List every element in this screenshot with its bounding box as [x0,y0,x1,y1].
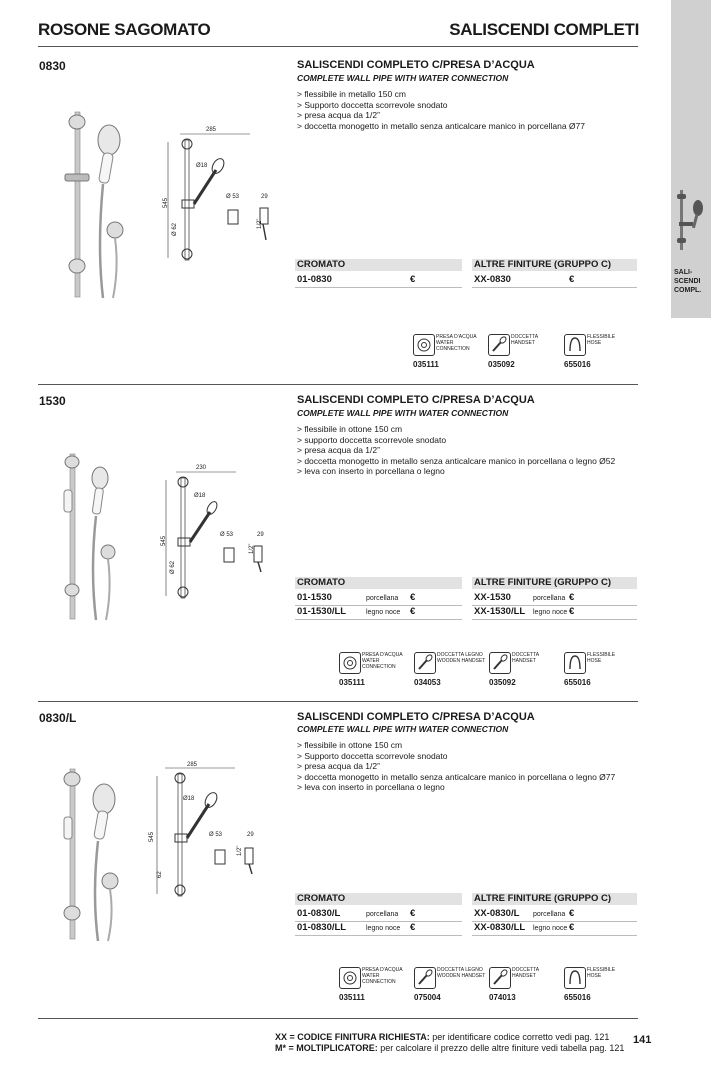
price-finish: legno noce [366,925,401,932]
alt-price-euro: € [569,274,575,285]
svg-text:29: 29 [261,194,268,200]
feature-item: > leva con inserto in porcellana o legno [297,782,445,792]
alt-price-finish: porcellana [533,595,566,602]
accessory-code: 035092 [489,678,516,687]
header-divider [38,46,638,47]
alt-price-finish: legno noce [533,609,568,616]
svg-text:230: 230 [196,465,207,471]
accessory-label: PRESA D’ACQUA WATER CONNECTION [436,334,477,352]
svg-text:Ø 62: Ø 62 [170,560,176,574]
alt-price-euro: € [569,908,575,919]
section-title: ROSONE SAGOMATO [38,20,211,39]
svg-text:Ø18: Ø18 [194,493,206,499]
feature-item: > leva con inserto in porcellana o legno [297,466,445,476]
footer-finish-note: XX = CODICE FINITURA RICHIESTA: per identificare codice corretto vedi pag. 121 [275,1032,610,1042]
price-code: 01-1530 [297,592,332,603]
other-finishes-header: ALTRE FINITURE (GRUPPO C) [474,259,612,270]
feature-list [297,740,615,793]
handset-icon [489,652,511,674]
svg-text:62: 62 [157,871,163,878]
accessory-code: 655016 [564,360,591,369]
water-connection-icon [413,334,435,356]
alt-price-finish: legno noce [533,925,568,932]
svg-text:1/2”: 1/2” [257,218,263,229]
other-finishes-header: ALTRE FINITURE (GRUPPO C) [474,893,612,904]
svg-text:Ø 62: Ø 62 [172,222,178,236]
other-finishes-header: ALTRE FINITURE (GRUPPO C) [474,577,612,588]
row-divider [472,935,637,936]
handset-icon [488,334,510,356]
accessory-label: DOCCETTA HANDSET [511,334,539,346]
side-tab-shower-icon [674,186,708,256]
hose-icon [564,967,586,989]
product-title: SALISCENDI COMPLETO C/PRESA D’ACQUA [297,59,535,71]
svg-text:29: 29 [247,832,254,838]
accessory-label: PRESA D’ACQUA WATER CONNECTION [362,652,403,670]
accessory-label: DOCCETTA LEGNO WOODEN HANDSET [437,967,486,979]
price-euro: € [410,606,416,617]
alt-price-euro: € [569,922,575,933]
price-finish: legno noce [366,609,401,616]
hose-icon [564,652,586,674]
price-euro: € [410,592,416,603]
price-euro: € [410,274,416,285]
svg-text:285: 285 [187,762,198,768]
accessory-label: FLESSIBILE HOSE [587,967,616,979]
row-divider [472,619,637,620]
feature-item: > presa acqua da 1/2” [297,445,380,455]
feature-item: > doccetta monogetto in metallo senza anticalcare manico in porcellana o legno Ø52 [297,455,616,466]
svg-text:Ø 53: Ø 53 [220,532,234,538]
accessory-label: PRESA D’ACQUA WATER CONNECTION [362,967,403,985]
price-code: 01-0830 [297,274,332,285]
accessory-code: 035092 [488,360,515,369]
footer-divider [38,1018,638,1019]
cromato-header: CROMATO [297,893,346,904]
row-divider [472,287,637,288]
accessory-label: DOCCETTA HANDSET [512,652,540,664]
wooden-handset-icon [414,652,436,674]
price-code: 01-1530/LL [297,606,347,617]
technical-drawing [143,760,271,908]
accessory-code: 075004 [414,993,441,1002]
price-euro: € [410,908,416,919]
price-finish: porcellana [366,911,399,918]
row-divider [295,619,462,620]
alt-price-code: XX-1530 [474,592,511,603]
alt-price-code: XX-0830/L [474,908,520,919]
product-code: 0830/L [39,711,77,725]
alt-price-euro: € [569,592,575,603]
accessory-label: FLESSIBILE HOSE [587,334,616,346]
alt-price-code: XX-1530/LL [474,606,526,617]
technical-drawing [158,122,286,270]
svg-text:545: 545 [161,535,167,546]
accessory-code: 074013 [489,993,516,1002]
product-photo [50,765,145,945]
price-code: 01-0830/L [297,908,341,919]
price-code: 01-0830/LL [297,922,347,933]
feature-item: > doccetta monogetto in metallo senza anticalcare manico in porcellana Ø77 [297,120,585,131]
row-divider [295,935,462,936]
feature-item: > presa acqua da 1/2” [297,110,380,120]
feature-item: > flessibile in metallo 150 cm [297,89,406,99]
product-title: SALISCENDI COMPLETO C/PRESA D’ACQUA [297,394,535,406]
product-code: 0830 [39,59,66,73]
product-title: SALISCENDI COMPLETO C/PRESA D’ACQUA [297,711,535,723]
section-divider [38,384,638,385]
accessory-code: 035111 [413,360,439,369]
svg-text:1/2”: 1/2” [249,543,255,554]
price-euro: € [410,922,416,933]
svg-text:Ø18: Ø18 [196,163,208,169]
svg-text:29: 29 [257,532,264,538]
page-number: 141 [633,1034,652,1046]
feature-item: > supporto doccetta scorrevole snodato [297,434,447,445]
water-connection-icon [339,652,361,674]
svg-text:545: 545 [149,831,155,842]
feature-item: > presa acqua da 1/2” [297,761,380,771]
product-subtitle: COMPLETE WALL PIPE WITH WATER CONNECTION [297,73,509,83]
svg-text:1/2”: 1/2” [237,845,243,856]
product-photo [55,108,145,303]
svg-text:Ø18: Ø18 [183,796,195,802]
technical-drawing [156,460,284,608]
svg-text:Ø 53: Ø 53 [226,194,240,200]
accessory-code: 655016 [564,993,591,1002]
svg-text:545: 545 [163,197,169,208]
feature-item: > flessibile in ottone 150 cm [297,424,403,434]
accessory-label: FLESSIBILE HOSE [587,652,616,664]
alt-price-code: XX-0830 [474,274,511,285]
accessory-code: 035111 [339,678,365,687]
accessory-label: DOCCETTA LEGNO WOODEN HANDSET [437,652,486,664]
accessory-code: 034053 [414,678,441,687]
hose-icon [564,334,586,356]
handset-icon [489,967,511,989]
product-code: 1530 [39,394,66,408]
svg-text:Ø 53: Ø 53 [209,832,223,838]
product-photo [50,450,140,625]
accessory-code: 035111 [339,993,365,1002]
feature-item: > flessibile in ottone 150 cm [297,740,403,750]
alt-price-euro: € [569,606,575,617]
feature-list [297,89,585,131]
section-divider [38,701,638,702]
cromato-header: CROMATO [297,259,346,270]
feature-item: > Supporto doccetta scorrevole snodato [297,99,448,110]
product-subtitle: COMPLETE WALL PIPE WITH WATER CONNECTION [297,408,509,418]
footer-multiplier-note: M* = MOLTIPLICATORE: per calcolare il prezzo delle altre finiture vedi tabella pag. 121 [275,1043,625,1053]
alt-price-code: XX-0830/LL [474,922,526,933]
row-divider [295,287,462,288]
feature-item: > doccetta monogetto in metallo senza anticalcare manico in porcellana o legno Ø77 [297,771,616,782]
side-tab-label: SALI- SCENDI COMPL. [674,269,702,294]
price-finish: porcellana [366,595,399,602]
water-connection-icon [339,967,361,989]
alt-price-finish: porcellana [533,911,566,918]
wooden-handset-icon [414,967,436,989]
product-subtitle: COMPLETE WALL PIPE WITH WATER CONNECTION [297,724,509,734]
svg-text:285: 285 [206,127,217,133]
feature-item: > Supporto doccetta scorrevole snodato [297,750,448,761]
accessory-code: 655016 [564,678,591,687]
cromato-header: CROMATO [297,577,346,588]
feature-list [297,424,615,477]
accessory-label: DOCCETTA HANDSET [512,967,540,979]
category-title: SALISCENDI COMPLETI [449,20,639,39]
